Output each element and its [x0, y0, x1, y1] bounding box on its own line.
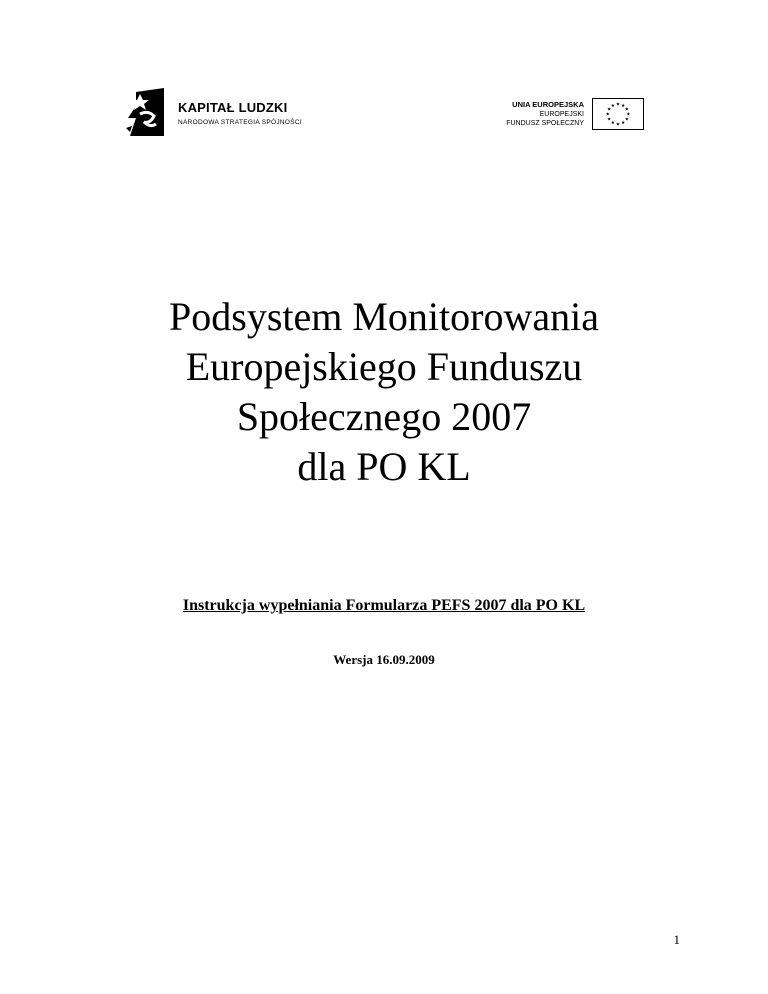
svg-text:★: ★ — [624, 117, 630, 123]
svg-text:★: ★ — [610, 103, 615, 109]
svg-text:★: ★ — [615, 102, 621, 108]
document-subtitle: Instrukcja wypełniania Formularza PEFS 2007 dla PO KL — [182, 597, 586, 614]
kapital-ludzki-logo-icon — [126, 88, 166, 138]
svg-text:★: ★ — [606, 107, 612, 113]
document-title — [0, 292, 768, 492]
page-number: 1 — [673, 932, 680, 947]
kapital-ludzki-title: KAPITAŁ LUDZKI — [178, 100, 288, 115]
eu-logo — [488, 98, 644, 132]
kapital-ludzki-logo — [126, 88, 316, 140]
svg-text:★: ★ — [610, 120, 615, 126]
svg-text:★: ★ — [615, 122, 621, 128]
svg-text:★: ★ — [606, 117, 612, 123]
eu-line-1: UNIA EUROPEJSKA — [512, 100, 584, 109]
svg-text:★: ★ — [621, 103, 626, 109]
title-line: dla PO KL — [297, 444, 471, 489]
kapital-ludzki-subtitle: NARODOWA STRATEGIA SPÓJNOŚCI — [178, 119, 302, 126]
svg-text:★: ★ — [626, 112, 631, 118]
title-line: Podsystem Monitorowania — [169, 294, 599, 339]
svg-text:★: ★ — [624, 107, 630, 113]
title-line: Społecznego 2007 — [236, 394, 532, 439]
svg-text:★: ★ — [621, 120, 626, 126]
document-version: Wersja 16.09.2009 — [333, 652, 435, 667]
eu-logo-text — [506, 100, 584, 129]
eu-flag-icon — [592, 98, 644, 130]
title-line: Europejskiego Funduszu — [185, 344, 583, 389]
eu-line-3: FUNDUSZ SPOŁECZNY — [506, 120, 584, 127]
svg-text:★: ★ — [605, 112, 610, 118]
eu-line-2: EUROPEJSKI — [539, 110, 584, 118]
